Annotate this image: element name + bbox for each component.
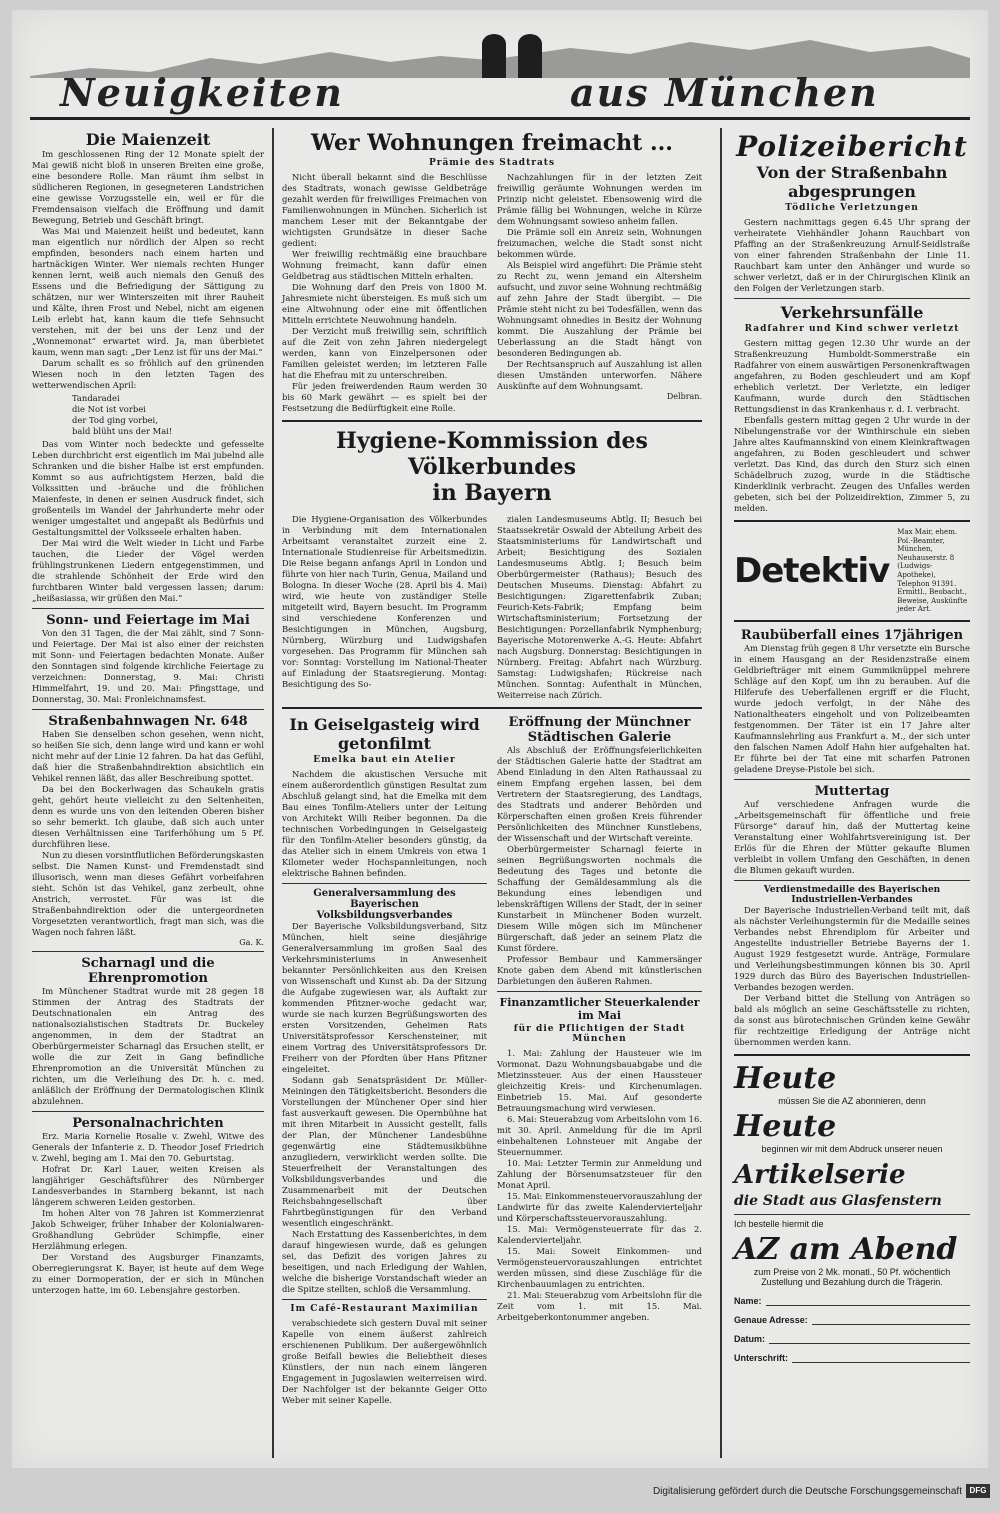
- article-volksbildung: [282, 888, 487, 1406]
- article-scharnagl: [32, 956, 264, 1107]
- article-paragraph: Professor Bembaur und Kammersänger Knote gaben dem Abend mit künstlerischen Darbietungen den äußeren Rahmen.: [497, 954, 702, 986]
- article-hygiene: [282, 428, 702, 701]
- article-title: Von der Straßenbahn abgesprungen: [756, 163, 948, 201]
- article-paragraph: Die Prämie soll ein Anreiz sein, Wohnungen freizumachen, welche die Stadt sonst nicht bekommen würde.: [497, 227, 702, 259]
- two-column-text: [282, 172, 702, 414]
- masthead-title-right: aus München: [570, 70, 879, 115]
- divider: [734, 1054, 970, 1056]
- ad-headline: Artikelserie: [734, 1159, 906, 1190]
- poem-line: die Not ist vorbei: [72, 404, 146, 414]
- masthead: [30, 18, 970, 118]
- steuer-item: 21. Mai: Steuerabzug vom Arbeitslohn für die Zeit vom 1. mit 15. Mai. Arbeitgeberkontonummer angeben.: [497, 1290, 702, 1322]
- divider: [32, 1111, 264, 1112]
- article-title: Hygiene-Kommission des Völkerbundes: [336, 428, 648, 480]
- two-column-text: [282, 514, 702, 701]
- steuer-item: 15. Mai: Soweit Einkommen- und Vermögensteuervorauszahlungen entrichtet werden müssen, sind diese Zuschläge für die Kirchenbauumlagen zu entrichten.: [497, 1246, 702, 1289]
- article-signature: Ga. K.: [239, 938, 264, 947]
- form-field-signature[interactable]: [734, 1352, 970, 1363]
- article-paragraph: Darum schallt es so fröhlich auf den grünenden Wiesen noch in den letzten Tagen des wetterwendischen April:: [32, 358, 264, 390]
- article-paragraph: Der Rechtsanspruch auf Auszahlung ist allen diesen Umständen unterworfen. Nähere Auskünfte auf dem Wohnungsamt.: [497, 359, 702, 391]
- article-paragraph: Als Abschluß der Eröffnungsfeierlichkeiten der Städtischen Galerie hatte der Stadtrat am Abend Einladung in den Alten Rathaussaal zu einem Empfang ergehen lassen, bei dem Vertretern der Staatsregierung, des Landtags, des Stadtrats und anderer Behörden und Körperschaften einen großen Kreis führender Persönlichkeiten des Münchner Kunstlebens, der Wissenschaft und der Wirtschaft vereinte.: [497, 745, 702, 843]
- masthead-title-left: Neuigkeiten: [60, 70, 344, 115]
- article-paragraph: Im hohen Alter von 78 Jahren ist Kommerzienrat Jakob Schweiger, früher Inhaber der Kolonialwaren-Großhandlung Gebrüder Schimpfle, einer Herzlähmung erlegen.: [32, 1208, 264, 1251]
- detektiv-info: Max Mair, ehem. Pol.-Beamter, München, Neuhauserstr. 8 (Ludwigs-Apotheke), Telephon 91391. Ermittl., Beobacht., Beweise, Auskünfte jeder Art.: [897, 528, 968, 614]
- article-title: Scharnagl und die Ehrenpromotion: [81, 956, 215, 986]
- article-paragraph: verabschiedete sich gestern Duval mit seiner Kapelle von einem äußerst zahlreich erschienenen Publikum. Der außergewöhnlich große Beifall bewies die Beliebtheit dieses Künstlers, der nun nach einem längeren Engagement in Jugoslawien weiterreisen wird. Der Nachfolger ist der bekannte Geiger Otto Weber mit seiner Kapelle.: [282, 1318, 487, 1405]
- article-paragraph: zialen Landesmuseums Abtlg. II; Besuch bei Staatssekretär Oswald der Abteilung Arbeit des Staatsministeriums für Landwirtschaft und Arbeit; Besichtigung des Sozialen Landesmuseums Abtlg. I; Besuch beim Oberbürgermeister (Rathaus); Besuch des Deutschen Museums. Dienstag: Abfahrt zu Besichtigungen: Zigarettenfabrik Zuban; Feurich-Kets-Fabrik; Empfang beim Wirtschaftsministerium; Fortsetzung der Besichtigungen: Porzellanfabrik Nymphenburg; Bayerische Motorenwerke A.-G. Heute: Abfahrt nach Augsburg. Donnerstag: Besichtigungen in Nürnberg. Freitag: Abfahrt nach Würzburg. Samstag: Ludwigshafen; Rückreise nach München. Sonntag: Aufenthalt in München, Weiterreise nach Zürich.: [497, 514, 702, 700]
- article-maienzeit: [32, 130, 264, 604]
- steuer-item: 15. Mai: Einkommensteuervorauszahlung der Landwirte für das zweite Kalendervierteljahr und Körperschaftssteuervorauszahlung.: [497, 1191, 702, 1223]
- divider: [32, 608, 264, 609]
- article-verdienstmedaille: [734, 885, 970, 1048]
- article-title: Sonn- und Feiertage im Mai: [46, 613, 250, 628]
- article-paragraph: Die Hygiene-Organisation des Völkerbundes in Verbindung mit dem Internationalen Arbeitsamt veranstaltet zurzeit eine 2. Internationale Studienreise für Arbeitsmedizin. Die Reise begann anfangs April in London und führte von hier nach Turin, Genua, Mailand und Bologna. In dieser Woche (28. April bis 4. Mai) wird, wie heute von zuständiger Stelle mitgeteilt wird, Bayern besucht. Im Programm sind verschiedene Konferenzen und Besichtigungen in München, Augsburg, Nürnberg, Würzburg und Ludwigshafen vorgesehen. Das Programm für München sah vor: Sonntag: Vorstellung im National-Theater auf Einladung der Staatsregierung. Montag: Besichtigung des So-: [282, 514, 487, 689]
- article-title: Eröffnung der Münchner Städtischen Galerie: [508, 715, 691, 745]
- detektiv-ad: [734, 528, 970, 614]
- article-subtitle: Emelka baut ein Atelier: [313, 755, 456, 765]
- column-rule-left: [272, 128, 274, 1458]
- ad-text: müssen Sie die AZ abonnieren, denn: [778, 1095, 926, 1106]
- article-paragraph: Der Vorstand des Augsburger Finanzamts, Oberregierungsrat K. Bayer, ist heute auf dem Wege zu einer Dormoperation, der er sich in München unterzogen hatte, im 60. Lebensjahre gestorben.: [32, 1252, 264, 1295]
- article-title: Wer Wohnungen freimacht ...: [311, 130, 673, 156]
- article-title: Finanzamtlicher Steuerkalender im Mai: [499, 996, 700, 1022]
- article-raubueberfall: [734, 628, 970, 775]
- paper-name: AZ am Abend: [734, 1231, 958, 1267]
- poem-line: Tandaradei: [72, 393, 120, 403]
- form-blank[interactable]: [812, 1314, 970, 1325]
- divider: [734, 620, 970, 622]
- article-paragraph: Die Wohnung darf den Preis von 1800 M. Jahresmiete nicht übersteigen. Es muß sich um eine Altwohnung oder eine mit öffentlichen Mitteln errichtete Neuwohnung handeln.: [282, 282, 487, 325]
- masthead-title: [30, 70, 970, 114]
- column-rule-right: [720, 128, 722, 1458]
- article-geiselgasteig: [282, 715, 487, 879]
- article-paragraph: Im geschlossenen Ring der 12 Monate spielt der Mai gewiß nicht bloß in unseren Breiten eine große, eine besondere Rolle. Man räumt ihm selbst in südlicheren Regionen, in gesegneteren Landstrichen eine gewisse Vorzugsstelle ein, weil er für die Fremdensaison vielfach die Eröffnung und damit Bewegung, Betrieb und Geschäft bringt.: [32, 149, 264, 225]
- divider: [734, 520, 970, 522]
- article-wohnungen: [282, 130, 702, 414]
- form-label: Genaue Adresse:: [734, 1314, 808, 1325]
- article-title: Die Maienzeit: [85, 130, 211, 149]
- divider: [734, 1214, 970, 1215]
- article-paragraph: Der Verband bittet die Stellung von Anträgen so bald als möglich an seine Geschäftsstelle zu richten, da sonst aus bürotechnischen Gründen keine Gewähr für rechtzeitige Erledigung der Anträge nicht übernommen werden kann.: [734, 992, 970, 1047]
- article-signature: Delbran.: [666, 392, 702, 401]
- form-label: Unterschrift:: [734, 1352, 789, 1363]
- form-label: Name:: [734, 1295, 762, 1306]
- article-title: Straßenbahnwagen Nr. 648: [48, 714, 248, 729]
- article-paragraph: Am Dienstag früh gegen 8 Uhr versetzte ein Bursche in einem Hausgang an der Residenzstraße einem Geldbriefträger mit einem Gummiknüppel mehrere Schläge auf den Kopf, um ihn zu berauben. Auf die Hilferufe des Ueberfallenen ergriff er die Flucht, wurde jedoch verfolgt, in der Nähe des Nationaltheaters eingeholt und von Polizeibeamten festgenommen. Der Täter ist ein 17 Jahre alter Kaufmannslehrling aus Frankfurt a. M., der sich unter den falschen Namen Adolf Hahn hier aufgehalten hat. Er führte bei der Tat eine mit scharfen Patronen geladene Dreyse-Pistole bei sich.: [734, 642, 970, 774]
- article-paragraph: Da bei den Bockerlwagen das Schaukeln gratis geht, gehört heute vielleicht zu den Seltenheiten, denn es wurde uns von den leitenden Oberen bisher so sehr bemerkt. Ich glaube, daß sich auch unter diesen Verhältnissen eine Tariferhöhung um 5 Pf. durchführen liese.: [32, 784, 264, 849]
- column-left: [32, 130, 264, 1296]
- article-strassenbahn: [32, 714, 264, 947]
- ad-headline: Heute: [734, 1108, 837, 1144]
- article-paragraph: Nun zu diesen vorsintflutlichen Beförderungskasten selbst. Die Namen Kunst- und Fremdenstadt sind illusorisch, wenn man dieses Gefährt vorbeifahren sieht. Schön ist das Vehikel, ganz zerbeult, ohne Anstrich, verrostet. Für was ist die Straßenbahndirektion oder die untergeordneten Vorgesetzten verantwortlich, fragt man sich, was die Wagen noch fahren läßt.: [32, 850, 264, 937]
- section-header-polizeibericht: Polizeibericht: [736, 130, 968, 163]
- article-paragraph: Hofrat Dr. Karl Lauer, weiten Kreisen als langjähriger Geschäftsführer des Nürnberger Landesverbandes in Starnberg bekannt, ist nach längerem schweren Leiden gestorben.: [32, 1164, 264, 1207]
- detektiv-word: Detektiv: [734, 550, 890, 591]
- price-text: zum Preise von 2 Mk. monatl., 50 Pf. wöchentlich Zustellung und Bezahlung durch die Trägerin.: [753, 1266, 951, 1287]
- divider: [497, 991, 702, 992]
- article-subtitle: Radfahrer und Kind schwer verletzt: [744, 324, 960, 334]
- divider: [282, 1299, 487, 1300]
- article-subtitle: Prämie des Stadtrats: [428, 158, 556, 168]
- article-paragraph: Sodann gab Senatspräsident Dr. Müller-Meiningen den Tätigkeitsbericht. Besonders die Vorstellungen der Münchener Oper sind hier fast ausverkauft gewesen. Die Opernbühne hat mit ihren Mitarbeit in Aussicht gestellt, falls der Plan, der Münchener Landesbühne gegenwärtig eine Städtemusikbühne anzugliedern, verwirklicht werden sollte. Die Steuerfreiheit der Veranstaltungen des Volksbildungsverbandes und die Zusammenarbeit mit der Deutschen Reichsbahngesellschaft über Fahrtbegünstigungen für den Verband wesentlich eingeschränkt.: [282, 1075, 487, 1228]
- divider: [734, 880, 970, 881]
- article-paragraph: Als Beispiel wird angeführt: Die Prämie steht zu Recht zu, wenn jemand ein Altersheim aufsucht, und zuvor seine Wohnung rechtmäßig auf zehn Jahre der Stadt übergibt. — Die Prämie steht nicht zu bei Todesfällen, wenn das Wohnungsamt ohnedies in Besitz der Wohnung kommt. Die Auszahlung der Prämie bei Ueberlassung an die Stadt hängt von besonderen Bedingungen ab.: [497, 260, 702, 358]
- form-field-date[interactable]: [734, 1333, 970, 1344]
- column-center: [282, 130, 702, 1406]
- article-paragraph: Der Bayerische Volksbildungsverband, Sitz München, hielt seine diesjährige Generalversammlung im großen Saal des Verkehrsministeriums in Anwesenheit bekannter Persönlichkeiten aus den Kreisen von Wissenschaft und Kunst ab. Da der Sitzung die Aufgabe zugewiesen war, als Auftakt zur kommenden Pfitzner-woche gedacht war, wurde sie nach kurzen Begrüßungsworten des ersten Vorsitzenden, Geheimen Rats Universitätsprofessor Kerschensteiner, mit einem Vortrag des Universitätsprofessors Dr. Freiherr von der Pfordten über Hans Pfitzner eingeleitet.: [282, 921, 487, 1074]
- steuer-item: 15. Mai: Vermögensteuerrate für das 2. Kalendervierteljahr.: [497, 1224, 702, 1245]
- footer-credit: Digitalisierung gefördert durch die Deutsche Forschungsgemeinschaft: [652, 1486, 962, 1497]
- divider: [282, 883, 487, 884]
- article-title: In Geiselgasteig wird getonfilmt: [289, 715, 480, 753]
- divider: [734, 298, 970, 299]
- divider: [734, 779, 970, 780]
- article-paragraph: Der Mai wird die Welt wieder in Licht und Farbe tauchen, die Lieder der Vögel werden frühlingstrunkenen Liedern entgegenstimmen, und die strahlende Schönheit der Erde wird den furchtbaren Winter bald vergessen lassen; darum: „heißasiassa, wir grüßen den Mai.“: [32, 538, 264, 603]
- article-galerie: [497, 715, 702, 987]
- steuer-item: 6. Mai: Steuerabzug vom Arbeitslohn vom 16. mit 30. April. Anmeldung für die im April einbehaltenen Lohnsteuer mit Angabe der Steuernummer.: [497, 1114, 702, 1157]
- article-paragraph: Oberbürgermeister Scharnagl feierte in seinen Begrüßungsworten nochmals die Bedeutung des Tages und betonte die Schaffung der Gemäldesammlung als die Bekundung eines lebendigen und lebenskräftigen Willens der Stadt, der in seiner Kunstarbeit in Münchener Boden wurzelt. Diesem Wille mögen sich im Münchener Bürgerschaft, daß jeder an seinem Platz die Kunst fördere.: [497, 844, 702, 953]
- poem-line: der Tod ging vorbei,: [72, 415, 158, 425]
- column-right: [734, 130, 970, 1363]
- steuer-item: 1. Mai: Zahlung der Hausteuer wie im Vormonat. Dazu Wohnungsbauabgabe und die Mietzinssteuer. Aus der einen Haussteuer gleichzeitig Kreis- und Kirchenumlagen. Einbetrieb 15. Mai. Auf gesonderte Betrauungsmachung wird verwiesen.: [497, 1048, 702, 1113]
- article-paragraph: Haben Sie denselben schon gesehen, wenn nicht, so heißen Sie sich, denn lange wird und kann er wohl nicht mehr auf der Linie 12 fahren. Da hat das Gefühl, daß hier die Straßenbahndirektion absichtlich ein Vehikel rennen läßt, das aller Beschreibung spottet.: [32, 729, 264, 783]
- article-paragraph: Erz. Maria Kornelie Rosalie v. Zwehl, Witwe des Generals der Infanterie z. D. Theodor Josef Friedrich v. Zwehl, beging am 1. Mai den 70. Geburtstag.: [32, 1131, 264, 1163]
- article-sonntage: [32, 613, 264, 705]
- article-paragraph: Nicht überall bekannt sind die Beschlüsse des Stadtrats, wonach gewisse Geldbeträge gezahlt werden für freiwilliges Freimachen von Familienwohnungen in München. Sicherlich ist manchem Leser mit der Bekanntgabe der wichtigsten Grundsätze in dieser Sache gedient:: [282, 172, 487, 248]
- masthead-rule: [30, 117, 970, 120]
- az-subscription-ad: [734, 1062, 970, 1363]
- article-subtitle: für die Pflichtigen der Stadt München: [513, 1024, 686, 1044]
- article-title: Personalnachrichten: [72, 1116, 224, 1131]
- article-paragraph: Von den 31 Tagen, die der Mai zählt, sind 7 Sonn- und Feiertage. Der Mai ist also einer der reichsten mit Sonn- und Feiertagen bedachten Monate. Außer den Sonntagen sind folgende kirchliche Feiertage zu verzeichnen: Donnerstag, 9. Mai: Christi Himmelfahrt, 19. und 20. Mai: Pfingsttage, und Donnerstag, 30. Mai: Fronleichnamsfest.: [32, 628, 264, 704]
- dfg-logo-icon: DFG: [966, 1484, 990, 1498]
- form-blank[interactable]: [766, 1295, 970, 1306]
- lower-columns: [282, 715, 702, 1406]
- article-verkehrsunfaelle: [734, 303, 970, 514]
- form-field-address[interactable]: [734, 1314, 970, 1325]
- article-steuerkalender: [497, 996, 702, 1323]
- article-personal: [32, 1116, 264, 1296]
- divider: [282, 707, 702, 709]
- ad-headline: Heute: [734, 1060, 837, 1096]
- order-text: Ich bestelle hiermit die: [734, 1218, 824, 1229]
- poem: [72, 393, 264, 437]
- article-paragraph: Ebenfalls gestern mittag gegen 2 Uhr wurde in der Nibelungenstraße vor der Winthirschule ein sieben Jahre altes Kaufmannskind von einem Kleinkraftwagen angefahren, zu Boden geschleudert und schwer verletzt. Das Kind, das durch den Sturz sich einen Schädelbruch zuzog, wurde in die Städtische Kinderklinik verbracht. Zeugen des Unfalles werden gebeten, sich bei der Polizeidirektion, Zimmer 5, zu melden.: [734, 415, 970, 513]
- article-title: Muttertag: [814, 783, 890, 799]
- form-field-name[interactable]: [734, 1295, 970, 1306]
- steuer-item: 10. Mai: Letzter Termin zur Anmeldung und Zahlung der Börsenumsatzsteuer für den Monat April.: [497, 1158, 702, 1190]
- article-paragraph: Gestern nachmittags gegen 6.45 Uhr sprang der verheiratete Viehhändler Johann Rauchbart von Pfaffing an der Straßenkreuzung Arnulf-Seidlstraße von einer fahrenden Straßenbahn der Linie 11. Rauchbart kam unter den Anhänger und wurde so schwer verletzt, daß er in der Chirurgischen Klinik an den Folgen der Verletzungen starb.: [734, 217, 970, 293]
- divider: [32, 709, 264, 710]
- skyline-illustration: [30, 18, 970, 78]
- article-paragraph: Das vom Winter noch bedeckte und gefesselte Leben durchbricht erst eigentlich im Mai jubelnd alle Schranken und die bisher Halbe ist erst empfunden. Kommt so aus aufrichtigstem Herzen, bald die Volkssitten und -bräuche und die fröhlichen Maienfeste, in denen er seinen Ausdruck findet, sich großenteils im Wandel der Jahrhunderte mehr oder weniger umgestaltet und angepaßt als Bedürfnis und Gestaltungsmittel der Volksseele erhalten haben.: [32, 439, 264, 537]
- divider: [32, 951, 264, 952]
- article-paragraph: Wer freiwillig rechtmäßig eine brauchbare Wohnung freimacht, kann dafür einen Geldbetrag aus städtischen Mitteln erhalten.: [282, 249, 487, 281]
- article-paragraph: Der Verzicht muß freiwillig sein, schriftlich auf die Zeit von zehn Jahren niedergelegt werden, kann von Einzelpersonen oder Familien geleistet werden; im letzteren Falle hat die Ehefrau mit zu unterschreiben.: [282, 326, 487, 380]
- article-paragraph: Nach Erstattung des Kassenberichtes, in dem darauf hingewiesen wurde, daß es gelungen sei, das Defizit des vorigen Jahres zu beseitigen, und nach Erledigung der Wahlen, welche die bisherige Vorstandschaft wieder an die Spitze stellten, schloß die Versammlung.: [282, 1229, 487, 1294]
- article-paragraph: Was Mai und Maienzeit heißt und bedeutet, kann man eigentlich nur nördlich der Alpen so recht empfinden, besonders nach einem harten und hartnäckigen Winter. Wer niemals rechten Hunger kennen lernt, weiß auch niemals den Genuß des Essens und die Befriedigung der Sättigung zu schätzen, nur wer Winterszeiten mit ihrer Rauheit und Kälte, ihren Frost und Nebel, nicht am eigenen Leib erlebt hat, kann kaum die tiefe Sehnsucht verstehen, mit der bei uns der Lenz und der „Wonnemonat“ erwartet wird. Ja, man überbietet kaum, wenn man sagt: „Der Lenz ist für uns der Mai.“: [32, 226, 264, 357]
- article-polizeibericht: [734, 130, 970, 294]
- article-title: Raubüberfall eines 17jährigen: [740, 627, 964, 643]
- article-paragraph: Für jeden freiwerdenden Raum werden 30 bis 60 Mark gewährt — es spielt bei der Festsetzung die Bedürftigkeit eine Rolle.: [282, 381, 487, 413]
- article-title: Verdienstmedaille des Bayerischen Industriellen-Verbandes: [763, 884, 941, 905]
- article-title: Generalversammlung des Bayerischen Volksbildungsverbandes: [313, 888, 456, 921]
- form-label: Datum:: [734, 1333, 765, 1344]
- ad-subheadline: die Stadt aus Glasfenstern: [734, 1192, 942, 1209]
- footer: [0, 1478, 1000, 1508]
- article-title-line2: in Bayern: [432, 480, 552, 506]
- article-paragraph: Nachzahlungen für in der letzten Zeit freiwillig geräumte Wohnungen werden im Prinzip nicht geleistet. Ebensowenig wird die Prämie fällig bei Wohnungen, welche in Kürze dem Wohnungsamt sowieso anheim fallen.: [497, 172, 702, 226]
- form-blank[interactable]: [769, 1333, 970, 1344]
- article-title: Verkehrsunfälle: [780, 303, 924, 322]
- article-subtitle: Im Café-Restaurant Maximilian: [290, 1304, 479, 1314]
- article-paragraph: Nachdem die akustischen Versuche mit einem außerordentlich günstigen Resultat zum Abschluß gelangt sind, hat die Emelka mit dem Bau eines Tonfilm-Ateliers unter der Leitung von Architekt Willi Reiber begonnen. Da die technischen Vorbedingungen in Geiselgasteig für den Tonfilm-Atelier besonders günstig, da das Atelier sich in einem Umkreis von etwa 1 Kilometer weder Hochspannleitungen, noch elektrische Bahnen befinden.: [282, 769, 487, 878]
- divider: [282, 420, 702, 422]
- ad-text: beginnen wir mit dem Abdruck unserer neuen: [761, 1143, 943, 1154]
- newspaper-page: [12, 10, 988, 1468]
- article-paragraph: Der Bayerische Industriellen-Verband teilt mit, daß als nächster Verleihungstermin für die Medaille seines Verbandes nebst Ehrendiplom für Arbeiter und Angestellte industrieller Betriebe Bayerns der 1. August 1929 festgesetzt wurde. Anträge, Formulare und Verleihungsbestimmungen können bis 30. April 1929 durch das Büro des Bayerischen Industriellen-Verbandes bezogen werden.: [734, 904, 970, 992]
- article-muttertag: [734, 784, 970, 876]
- form-blank[interactable]: [792, 1352, 970, 1363]
- article-subtitle: Tödliche Verletzungen: [785, 203, 919, 213]
- article-paragraph: Auf verschiedene Anfragen wurde die „Arbeitsgemeinschaft für öffentliche und freie Fürsorge“ darauf hin, daß der Muttertag keine Veranstaltung einer Wohlfahrtsvereinigung ist. Der Erlös für die Ehren der Mütter gekaufte Blumen verbleibt in vollem Umfang den Geschäften, in denen die Blumen gekauft wurden.: [734, 798, 970, 875]
- poem-line: bald blüht uns der Mai!: [72, 426, 173, 436]
- article-paragraph: Gestern mittag gegen 12.30 Uhr wurde an der Straßenkreuzung Humboldt-Sommerstraße ein Radfahrer von einem auswärtigen Personenkraftwagen angefahren, zu Boden geschleudert und am Kopf erheblich verletzt. Der Verletzte, ein lediger Kaufmann, wurde durch den Städtischen Rettungsdienst in das Krankenhaus r. d. I. verbracht.: [734, 338, 970, 414]
- article-paragraph: Im Münchener Stadtrat wurde mit 28 gegen 18 Stimmen der Antrag des Stadtrats der Deutschnationalen ein Antrag des nationalsozialistischen Stadtrats Dr. Buckeley angenommen, in dem der Stadtrat an Oberbürgermeister Scharnagl das Ersuchen stellt, er wolle die zur Zeit in Gang befindliche Ehrenpromotion an die Universität München zu richten, um die Verleihung des Dr. h. c. med. anläßlich der Eröffnung der Dermatologischen Klinik abzulehnen.: [32, 986, 264, 1106]
